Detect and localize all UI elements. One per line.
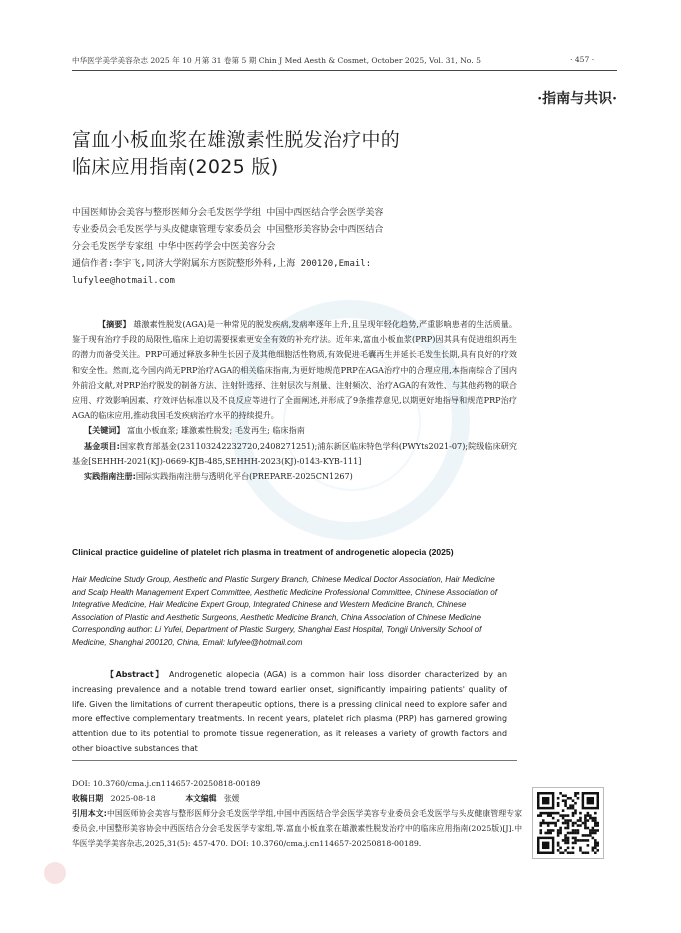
- publisher-logo-watermark-icon: [44, 862, 194, 888]
- author-line: 中国医师协会美容与整形医师分会毛发医学学组 中国中西医结合学会医学美容: [72, 208, 384, 218]
- abstract-text: 雄激素性脱发(AGA)是一种常见的脱发疾病,发病率逐年上升,且呈现年轻化趋势,严重影响患者的生活质量。鉴于现有治疗手段的局限性,临床上迫切需要探索更安全有效的补充疗法。近年来,富血小板血浆(PRP)因其具有促进组织再生的潜力而备受关注。PRP可通过释放多种生长因子及其他细胞活性物质,有效促进毛囊再生并延长毛发生长期,具有良好的疗效和安全性。然而,迄今国内尚无PRP治疗AGA的相关临床指南,为更好地规范PRP在AGA治疗中的合理应用,本指南综合了国内外前沿文献,对PRP治疗脱发的制备方法、注射针选择、注射层次与剂量、注射频次、治疗AGA的有效性、与其他药物的联合应用、疗效影响因素、疗效评估标准以及不良反应等进行了全面阐述,并形成了9条推荐意见,以期更好地指导和规范PRP治疗AGA的临床应用,推动我国毛发疾病治疗水平的持续提升。: [72, 319, 517, 421]
- title-line-1: 富血小板血浆在雄激素性脱发治疗中的: [72, 129, 401, 151]
- cite-label: 引用本文:: [72, 809, 107, 818]
- registration: 国际实践指南注册与透明化平台(PREPARE-2025CN1267): [135, 471, 353, 482]
- funding: 国家教育部基金(231103242232720,2408271251);浦东新区临床特色学科(PWYts2021-07);院级临床研究基金[SEHHH-2021(KJ)-0669-KJB-485,SEHHH-2023(KJ)-0143-KYB-111]: [72, 440, 517, 466]
- title-line-2: 临床应用指南(2025 版): [72, 156, 279, 178]
- page-number: · 457 ·: [570, 55, 595, 64]
- english-authors: [72, 574, 507, 650]
- article-meta: [72, 776, 522, 851]
- english-author-groups: Hair Medicine Study Group, Aesthetic and Plastic Surgery Branch, Chinese Medical Doctor Association, Hair Medicine and Scalp Health Management Expert Committee, Aesthetic Medicine Professional Committee, Chinese Association of Integrative Medicine, Hair Medicine Expert Group, Integrated Chinese and Western Medicine Branch, Chinese Association of Plastic and Aesthetic Surgeons, Aesthetic Medicine Branch, China Association of Chinese Medicine: [72, 575, 497, 622]
- header-divider: [72, 70, 617, 71]
- received-date: 2025-08-18: [110, 794, 156, 803]
- funding-label: 基金项目:: [84, 440, 120, 451]
- citation-text: 中国医师协会美容与整形医师分会毛发医学学组,中国中西医结合学会医学美容专业委员会毛发医学与头皮健康管理专家委员会,中国整形美容协会中西医结合分会毛发医学专家组,等.富血小板血浆在雄激素性脱发治疗中的临床应用指南(2025版)[J].中华医学美学美容杂志,2025,31(5): 457-470. DOI: 10.3760/cma.j.cn114657-20250818-00189.: [72, 809, 522, 848]
- chinese-abstract: [72, 317, 517, 484]
- corresponding-email: lufylee@hotmail.com: [72, 276, 175, 286]
- corresponding-author-line: 通信作者:李宇飞,同济大学附属东方医院整形外科,上海 200120,Email:: [72, 259, 372, 269]
- author-block: [72, 205, 522, 290]
- editor-label: 本文编辑: [185, 794, 217, 803]
- english-abstract: [72, 668, 507, 757]
- keywords: 富血小板血浆; 雄激素性脱发; 毛发再生; 临床指南: [127, 425, 305, 436]
- english-abstract-text: Androgenetic alopecia (AGA) is a common hair loss disorder characterized by an increasing prevalence and a notable trend toward earlier onset, significantly impairing patients' quality of life. Given the limitations of current therapeutic options, there is a pressing clinical need to explore safer and more effective complementary treatments. In recent years, platelet rich plasma (PRP) has garnered growing attention due to its potential to promote tissue regeneration, as it releases a variety of growth factors and other bioactive substances that: [72, 670, 507, 753]
- english-title: Clinical practice guideline of platelet rich plasma in treatment of androgenetic alopecia (2025): [72, 547, 454, 557]
- footer-divider: [72, 760, 517, 761]
- qr-pattern: [537, 792, 599, 854]
- doi[interactable]: DOI: 10.3760/cma.j.cn114657-20250818-00189: [72, 779, 261, 788]
- qr-code-icon[interactable]: [532, 787, 604, 859]
- received-label: 收稿日期: [72, 794, 104, 803]
- editor-name: 张媛: [223, 794, 240, 803]
- keywords-label: 【关键词】: [84, 425, 125, 436]
- journal-header: 中华医学美学美容杂志 2025 年 10 月第 31 卷第 5 期 Chin J Med Aesth & Cosmet, October 2025, Vol. 31, No. 5: [72, 56, 481, 65]
- author-line: 专业委员会毛发医学与头皮健康管理专家委员会 中国整形美容协会中西医结合: [72, 225, 384, 235]
- section-tag: ·指南与共识·: [537, 91, 617, 107]
- english-corresponding: Corresponding author: Li Yufei, Department of Plastic Surgery, Shanghai East Hospital, Tongji University School of Medicine, Shanghai 200120, China, Email: lufylee@hotmail.com: [72, 625, 482, 647]
- english-abstract-label: 【Abstract】: [106, 670, 165, 679]
- registration-label: 实践指南注册:: [84, 471, 136, 482]
- abstract-label: 【摘要】: [98, 319, 131, 329]
- author-line: 分会毛发医学专家组 中华中医药学会中医美容分会: [72, 242, 276, 252]
